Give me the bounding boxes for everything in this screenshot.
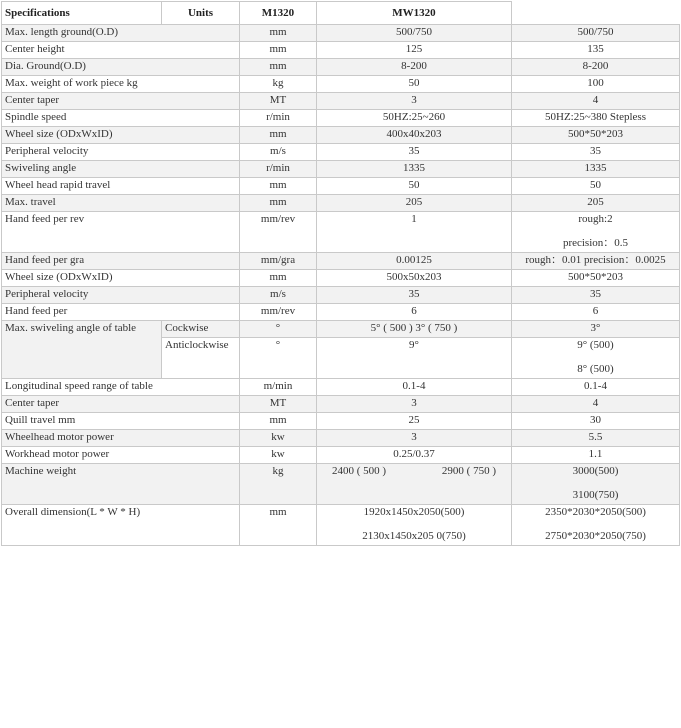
m1320-value: 5° ( 500 ) 3° ( 750 )	[317, 321, 512, 338]
mw1320-value	[512, 447, 680, 464]
mw1320-value	[512, 270, 680, 287]
m1320-value: 3	[317, 93, 512, 110]
mw1320-line-2: 3100(750)	[572, 489, 619, 501]
unit-value: r/min	[240, 110, 317, 127]
unit-value: m/s	[240, 144, 317, 161]
mw1320-line: 2350*2030*2050(500)	[545, 506, 646, 518]
mw1320-line: 135	[587, 43, 604, 55]
mw1320-value	[512, 76, 680, 93]
m1320-value: 50	[317, 76, 512, 93]
mw1320-line-2: 8° (500)	[577, 363, 614, 375]
m1320-value: 8-200	[317, 59, 512, 76]
m1320-value: 1335	[317, 161, 512, 178]
spec-label: Longitudinal speed range of table	[2, 379, 240, 396]
m1320-weight-500: 2400 ( 500 )	[332, 465, 387, 477]
m1320-weight-750: 2900 ( 750 )	[441, 465, 496, 477]
mw1320-value	[512, 505, 680, 546]
m1320-line-2: 2130x1450x205 0(750)	[362, 530, 466, 542]
m1320-value: 9°	[317, 338, 512, 379]
m1320-value: 0.25/0.37	[317, 447, 512, 464]
table-row	[2, 430, 680, 447]
m1320-value: 0.1-4	[317, 379, 512, 396]
table-row	[2, 195, 680, 212]
spec-label: Spindle speed	[2, 110, 240, 127]
sub-label-anticlockwise: Anticlockwise	[162, 338, 240, 379]
spec-table	[1, 1, 680, 546]
mw1320-line: 4	[592, 94, 599, 106]
m1320-value: 500/750	[317, 25, 512, 42]
unit-value: °	[240, 338, 317, 379]
spec-label: Hand feed per gra	[2, 253, 240, 270]
mw1320-line: 5.5	[588, 431, 603, 443]
table-row	[2, 304, 680, 321]
spec-label: Dia. Ground(O.D)	[2, 59, 240, 76]
mw1320-line: 0.1-4	[584, 380, 607, 392]
spec-label: Machine weight	[2, 464, 240, 505]
m1320-value: 50HZ:25~260	[317, 110, 512, 127]
mw1320-line: 500*50*203	[568, 128, 623, 140]
spec-label: Workhead motor power	[2, 447, 240, 464]
mw1320-line: 35	[590, 145, 601, 157]
m1320-value: 125	[317, 42, 512, 59]
mw1320-value	[512, 195, 680, 212]
unit-value: mm	[240, 178, 317, 195]
table-row	[2, 127, 680, 144]
spec-label: Wheelhead motor power	[2, 430, 240, 447]
header-mw1320: MW1320	[317, 2, 512, 25]
spec-label: Hand feed per	[2, 304, 240, 321]
m1320-value	[317, 464, 512, 505]
mw1320-value	[512, 110, 680, 127]
header-m1320: M1320	[240, 2, 317, 25]
mw1320-value	[512, 178, 680, 195]
mw1320-value	[512, 212, 680, 253]
table-row	[2, 270, 680, 287]
mw1320-value	[512, 396, 680, 413]
m1320-value: 205	[317, 195, 512, 212]
spec-label: Wheel head rapid travel	[2, 178, 240, 195]
header-units: Units	[162, 2, 240, 25]
mw1320-value	[512, 42, 680, 59]
unit-value: MT	[240, 93, 317, 110]
mw1320-line: 3000(500)	[572, 465, 619, 477]
header-specifications: Specifications	[2, 2, 162, 25]
unit-value: m/s	[240, 287, 317, 304]
m1320-value: 0.00125	[317, 253, 512, 270]
spec-label: Peripheral velocity	[2, 144, 240, 161]
spec-label: Wheel size (ODxWxID)	[2, 127, 240, 144]
unit-value: m/min	[240, 379, 317, 396]
m1320-line: 1920x1450x2050(500)	[363, 506, 465, 518]
mw1320-value	[512, 93, 680, 110]
mw1320-value	[512, 59, 680, 76]
mw1320-value	[512, 253, 680, 270]
mw1320-line: 9° (500)	[577, 339, 614, 351]
mw1320-line-2: precision：0.5	[562, 237, 629, 249]
unit-value: mm/gra	[240, 253, 317, 270]
spec-label: Quill travel mm	[2, 413, 240, 430]
mw1320-line: 4	[592, 397, 599, 409]
table-row	[2, 447, 680, 464]
table-row	[2, 379, 680, 396]
m1320-value: 25	[317, 413, 512, 430]
table-row	[2, 287, 680, 304]
table-row	[2, 59, 680, 76]
m1320-value: 3	[317, 430, 512, 447]
mw1320-line: 500/750	[577, 26, 614, 38]
mw1320-line: 100	[587, 77, 604, 89]
table-row	[2, 396, 680, 413]
spec-label: Max. swiveling angle of table	[2, 321, 162, 379]
spec-label: Max. weight of work piece kg	[2, 76, 240, 93]
table-row-weight	[2, 464, 680, 505]
mw1320-line: 1335	[584, 162, 607, 174]
spec-label: Hand feed per rev	[2, 212, 240, 253]
spec-label: Wheel size (ODxWxID)	[2, 270, 240, 287]
mw1320-value	[512, 304, 680, 321]
mw1320-value	[512, 379, 680, 396]
spec-label: Center taper	[2, 396, 240, 413]
mw1320-line: 30	[590, 414, 601, 426]
mw1320-value	[512, 413, 680, 430]
unit-value: °	[240, 321, 317, 338]
table-row	[2, 212, 680, 253]
unit-value: mm	[240, 25, 317, 42]
table-row	[2, 110, 680, 127]
m1320-value: 500x50x203	[317, 270, 512, 287]
mw1320-value	[512, 127, 680, 144]
mw1320-value	[512, 338, 680, 379]
table-row	[2, 144, 680, 161]
sub-label-cockwise: Cockwise	[162, 321, 240, 338]
mw1320-line: 205	[587, 196, 604, 208]
unit-value: mm	[240, 59, 317, 76]
spec-label: Overall dimension(L * W * H)	[2, 505, 240, 546]
m1320-value: 50	[317, 178, 512, 195]
mw1320-value	[512, 161, 680, 178]
table-row	[2, 413, 680, 430]
m1320-value: 35	[317, 144, 512, 161]
m1320-value: 35	[317, 287, 512, 304]
spec-label: Swiveling angle	[2, 161, 240, 178]
m1320-value: 6	[317, 304, 512, 321]
unit-value: mm	[240, 413, 317, 430]
unit-value: mm	[240, 42, 317, 59]
table-row-overall	[2, 505, 680, 546]
mw1320-line: 1.1	[588, 448, 603, 460]
table-row	[2, 178, 680, 195]
table-row	[2, 25, 680, 42]
mw1320-value	[512, 464, 680, 505]
unit-value: kg	[240, 464, 317, 505]
mw1320-line: 50	[590, 179, 601, 191]
mw1320-line: 35	[590, 288, 601, 300]
unit-value: mm/rev	[240, 212, 317, 253]
table-row	[2, 93, 680, 110]
mw1320-value	[512, 430, 680, 447]
unit-value: kw	[240, 447, 317, 464]
spec-label: Center height	[2, 42, 240, 59]
m1320-value: 1	[317, 212, 512, 253]
mw1320-value	[512, 144, 680, 161]
spec-label: Max. length ground(O.D)	[2, 25, 240, 42]
mw1320-value	[512, 287, 680, 304]
mw1320-line: 8-200	[582, 60, 609, 72]
m1320-value: 3	[317, 396, 512, 413]
unit-value: mm	[240, 505, 317, 546]
table-row	[2, 42, 680, 59]
mw1320-line: rough：0.01 precision：0.0025	[525, 254, 666, 266]
unit-value: mm	[240, 127, 317, 144]
unit-value: kw	[240, 430, 317, 447]
m1320-value	[317, 505, 512, 546]
mw1320-line: rough:2	[578, 213, 613, 225]
mw1320-line: 500*50*203	[568, 271, 623, 283]
table-row	[2, 76, 680, 93]
mw1320-value	[512, 25, 680, 42]
m1320-weight-pair	[320, 464, 508, 478]
mw1320-value: 3°	[512, 321, 680, 338]
unit-value: MT	[240, 396, 317, 413]
unit-value: r/min	[240, 161, 317, 178]
mw1320-line-2: 2750*2030*2050(750)	[545, 530, 646, 542]
m1320-value: 400x40x203	[317, 127, 512, 144]
mw1320-line: 6	[592, 305, 599, 317]
header-row	[2, 2, 680, 25]
table-row	[2, 161, 680, 178]
unit-value: mm	[240, 195, 317, 212]
spec-label: Max. travel	[2, 195, 240, 212]
table-row	[2, 253, 680, 270]
unit-value: mm	[240, 270, 317, 287]
table-row-swivel-cw	[2, 321, 680, 338]
unit-value: mm/rev	[240, 304, 317, 321]
mw1320-line: 50HZ:25~380 Stepless	[545, 111, 646, 123]
spec-label: Peripheral velocity	[2, 287, 240, 304]
unit-value: kg	[240, 76, 317, 93]
spec-label: Center taper	[2, 93, 240, 110]
